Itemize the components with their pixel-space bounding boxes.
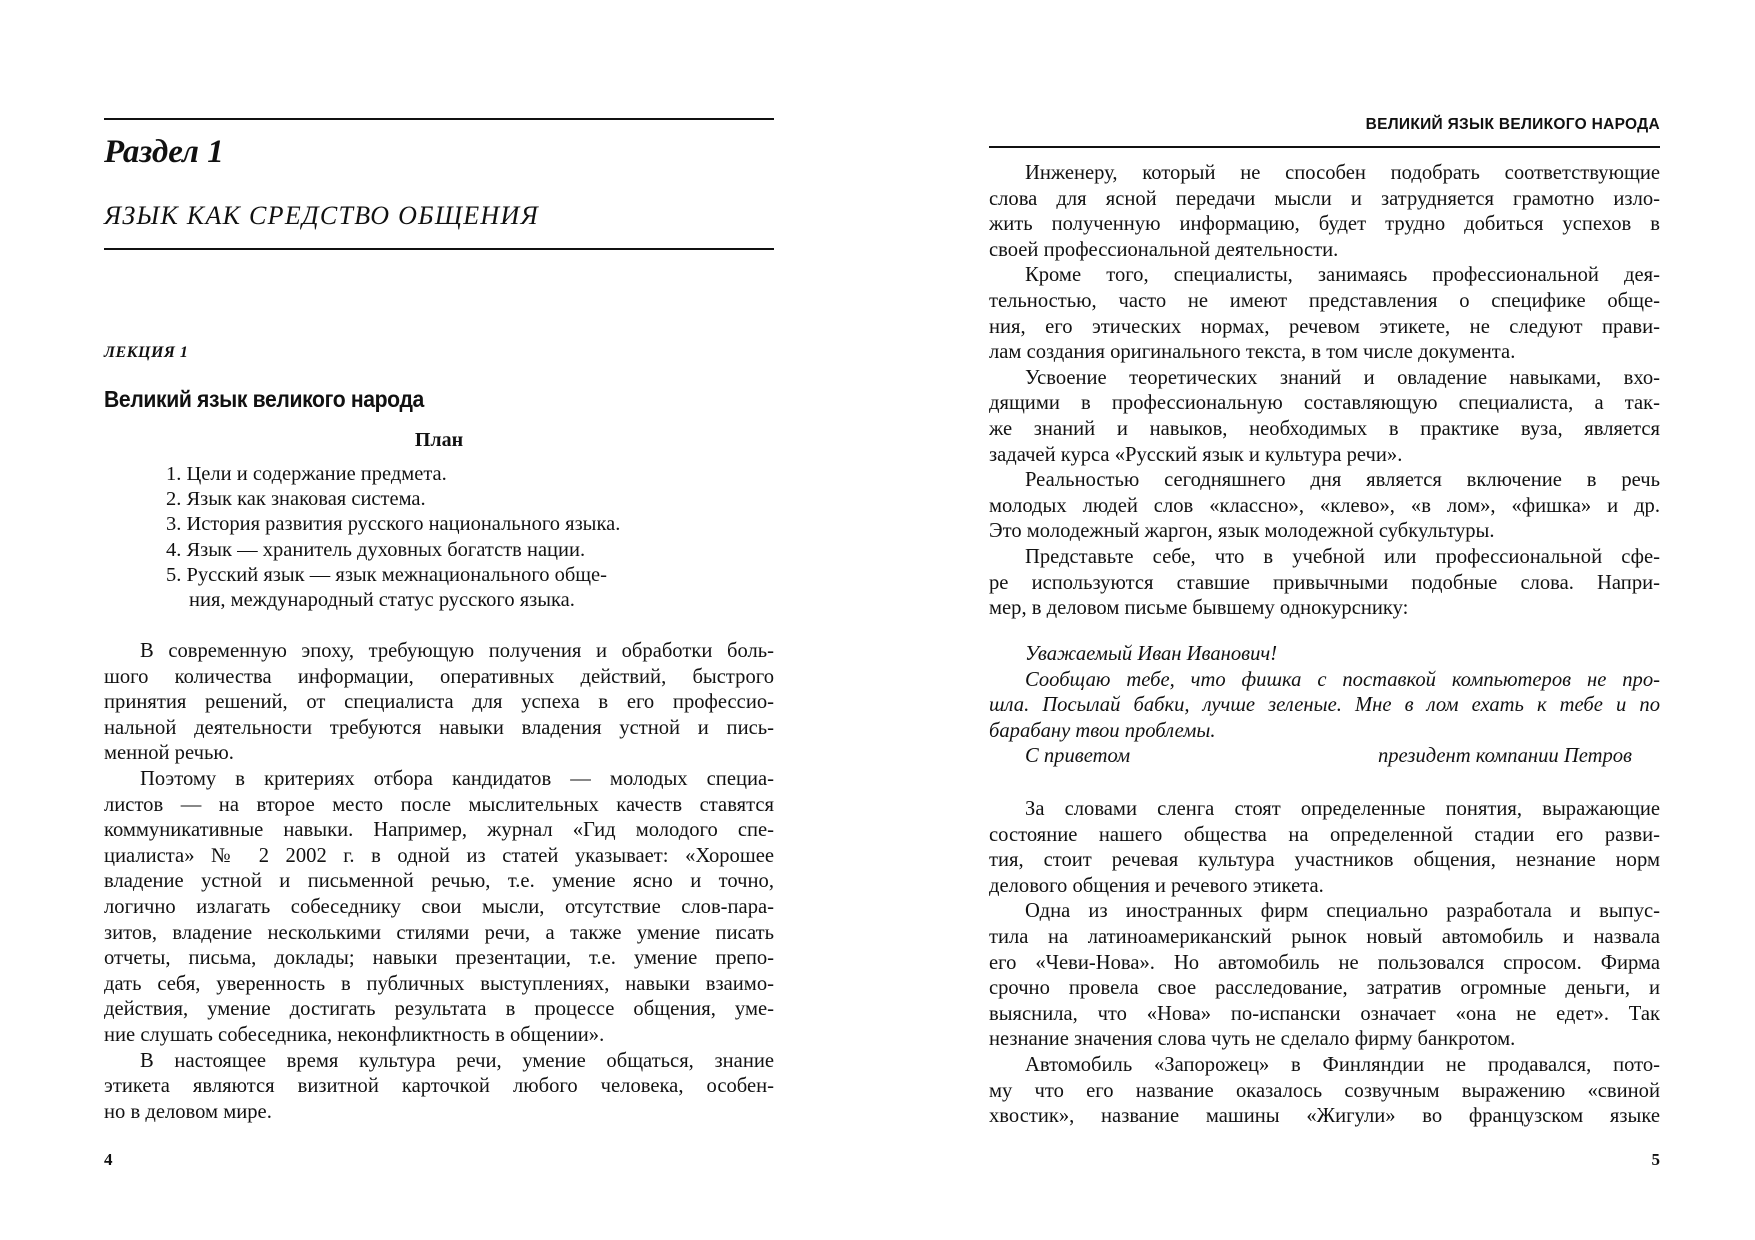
text-line: му что его название оказалось созвучным выражению «свиной [989, 1079, 1660, 1102]
body-text [989, 161, 1660, 622]
text-line: лам создания оригинального текста, в том числе документа. [989, 341, 1516, 364]
header-rule [989, 146, 1660, 148]
page-number: 4 [104, 1150, 113, 1169]
letter-line: Сообщаю тебе, что фишка с поставкой компьютеров не про- [1025, 668, 1660, 691]
text-line: ре используются ставшие привычными подобные слова. Напри- [989, 571, 1660, 594]
text-line: состояние нашего общества на определенной стадии его разви- [989, 823, 1660, 846]
text-line: дящими в профессиональную составляющую специалиста, а так- [989, 392, 1660, 415]
text-line: За словами сленга стоят определенные понятия, выражающие [1025, 798, 1660, 820]
body-text [104, 639, 774, 1125]
text-line: но в деловом мире. [104, 1100, 272, 1123]
text-line: нальной деятельности требуются навыки владения устной и пись- [104, 716, 774, 739]
text-line: тельностью, часто не имеют представления о специфике обще- [989, 289, 1660, 312]
plan-item: ния, международный статус русского языка. [189, 589, 575, 612]
letter-line: шла. Посылай бабки, лучше зеленые. Мне в лом ехать к тебе и по [989, 694, 1660, 717]
plan-heading: План [414, 429, 464, 451]
text-line: листов — на второе место после мыслительных качеств ставятся [104, 793, 774, 816]
text-line: хвостик», название машины «Жигули» во французском языке [989, 1105, 1660, 1128]
text-line: выяснила, что «Нова» по-испански означает «она не едет». Так [989, 1002, 1660, 1025]
plan-item: 1. Цели и содержание предмета. [166, 463, 447, 485]
text-line: незнание значения слова чуть не сделало фирму банкротом. [989, 1028, 1516, 1051]
plan-list [166, 462, 786, 613]
text-line: Реальностью сегодняшнего дня является включение в речь [1025, 469, 1660, 492]
plan-item: 5. Русский язык — язык межнационального обще- [166, 563, 607, 586]
text-line: действия, умение достигать результата в процессе общения, уме- [104, 998, 774, 1021]
text-line: Это молодежный жаргон, язык молодежной субкультуры. [989, 520, 1495, 543]
text-line: мер, в деловом письме бывшему однокурснику: [989, 597, 1409, 620]
lecture-title: Великий язык великого народа [104, 386, 424, 412]
letter-salutation: Уважаемый Иван Иванович! [1025, 643, 1278, 665]
section-rule [104, 248, 774, 250]
text-line: логично излагать собеседнику свои мысли, отсутствие слов-пара- [104, 895, 774, 918]
text-line: ния, его этических нормах, речевом этикете, не следуют прави- [989, 315, 1660, 338]
text-line: Поэтому в критериях отбора кандидатов — молодых специа- [140, 767, 774, 790]
text-line: дать себя, уверенность в публичных выступлениях, навыки взаимо- [104, 972, 774, 995]
text-line: этикета являются визитной карточкой любого человека, особен- [104, 1075, 774, 1098]
plan-item: 4. Язык — хранитель духовных богатств нации. [166, 538, 586, 561]
text-line: В современную эпоху, требующую получения и обработки боль- [140, 640, 774, 662]
left-page [104, 0, 774, 1240]
text-line: делового общения и речевого этикета. [989, 874, 1324, 897]
text-line: коммуникативные навыки. Например, журнал «Гид молодого спе- [104, 819, 774, 842]
text-line: своей профессиональной деятельности. [989, 238, 1339, 261]
letter-signature: президент компании Петров [1377, 745, 1632, 768]
letter-example [989, 642, 1660, 770]
letter-closing-row [989, 744, 1660, 770]
text-line: Кроме того, специалисты, занимаясь профессиональной дея- [1025, 264, 1660, 287]
text-line: шого количества информации, оперативных действий, быстрого [104, 665, 774, 688]
text-line: Усвоение теоретических знаний и овладение навыками, вхо- [1025, 366, 1660, 389]
text-line: слова для ясной передачи мысли и затрудняется грамотно изло- [989, 187, 1660, 210]
text-line: Автомобиль «Запорожец» в Финляндии не продавался, пото- [1025, 1053, 1660, 1076]
text-line: тила на латиноамериканский рынок новый автомобиль и назвала [989, 925, 1660, 948]
letter-closing: С приветом [1025, 745, 1131, 768]
letter-line: барабану твои проблемы. [989, 719, 1216, 742]
text-line: циалиста» № 2 2002 г. в одной из статей указывает: «Хорошее [104, 844, 774, 867]
text-line: Одна из иностранных фирм специально разработала и выпус- [1025, 900, 1660, 923]
text-line: тия, стоит речевая культура участников общения, незнание норм [989, 849, 1660, 872]
text-line: ние слушать собеседника, неконфликтность в общении». [104, 1023, 605, 1046]
text-line: В настоящее время культура речи, умение общаться, знание [140, 1049, 774, 1072]
page-number: 5 [1651, 1150, 1660, 1169]
text-line: Инженеру, который не способен подобрать соответствующие [1025, 162, 1660, 184]
text-line: молодых людей слов «классно», «клево», «в лом», «фишка» и др. [989, 494, 1660, 517]
plan-item: 3. История развития русского национального языка. [166, 513, 621, 536]
running-head: ВЕЛИКИЙ ЯЗЫК ВЕЛИКОГО НАРОДА [1365, 116, 1660, 133]
text-line: владение устной и письменной речью, т.е. умение ясно и точно, [104, 870, 774, 893]
text-line: его «Чеви-Нова». Но автомобиль не пользовался спросом. Фирма [989, 951, 1660, 974]
text-line: зитов, владение несколькими стилями речи, а также умение писать [104, 921, 774, 944]
text-line: принятия решений, от специалиста для успеха в его профессио- [104, 691, 774, 714]
text-line: же знаний и навыков, необходимых в практике вуза, является [989, 417, 1660, 440]
right-page [989, 0, 1660, 1240]
section-title: Раздел 1 [104, 134, 224, 170]
lecture-label: ЛЕКЦИЯ 1 [104, 344, 189, 361]
section-subtitle: ЯЗЫК КАК СРЕДСТВО ОБЩЕНИЯ [104, 201, 539, 230]
text-line: менной речью. [104, 742, 234, 765]
text-line: задачей курса «Русский язык и культура речи». [989, 443, 1403, 466]
text-line: жить полученную информацию, будет трудно добиться успехов в [989, 213, 1660, 236]
body-text [989, 797, 1660, 1130]
text-line: отчеты, письма, доклады; навыки презентации, т.е. умение препо- [104, 947, 774, 970]
plan-item: 2. Язык как знаковая система. [166, 488, 426, 511]
top-rule [104, 118, 774, 120]
text-line: Представьте себе, что в учебной или профессиональной сфе- [1025, 545, 1660, 568]
text-line: срочно провела свое расследование, затратив огромные деньги, и [989, 977, 1660, 1000]
